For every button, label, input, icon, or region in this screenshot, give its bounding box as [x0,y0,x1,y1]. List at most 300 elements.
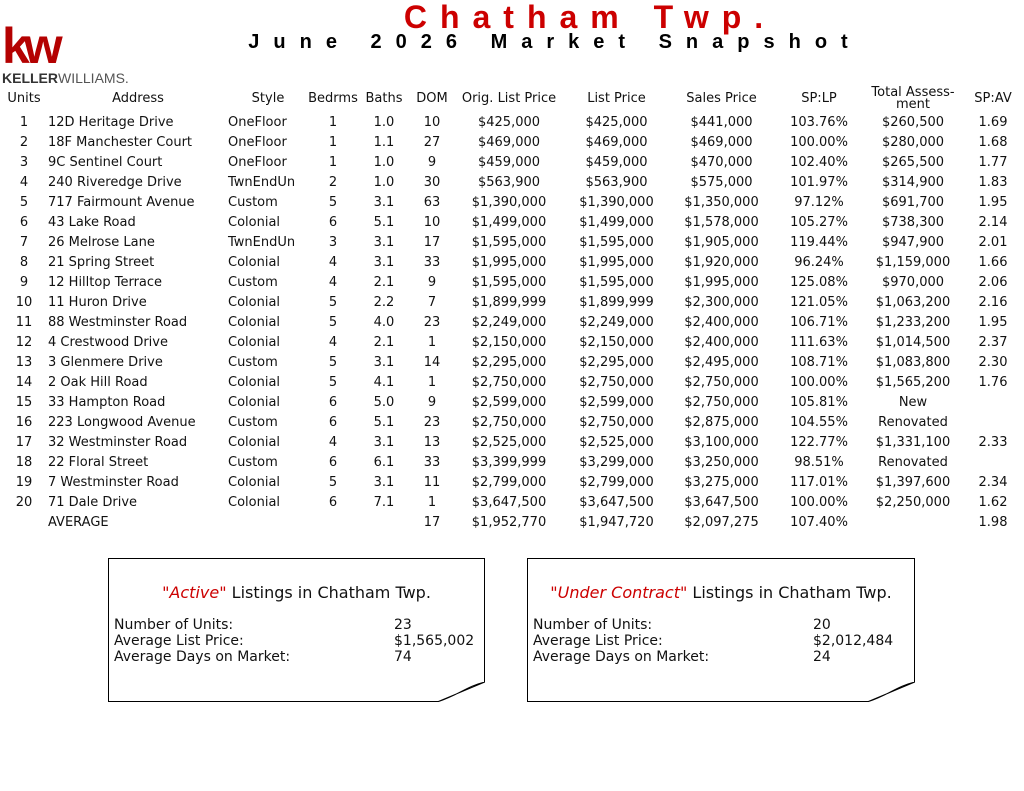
table-cell: Colonial [228,434,281,450]
table-cell: 4.0 [373,314,395,330]
table-cell: New [898,394,928,410]
table-row [0,272,1024,292]
table-cell: 1.98 [978,514,1008,530]
table-cell: OneFloor [228,114,287,130]
table-cell: 119.44% [790,234,848,250]
table-cell: 111.63% [790,334,848,350]
table-cell: 27 [423,134,441,150]
table-row [0,232,1024,252]
table-cell: 6.1 [373,454,395,470]
table-cell: 4 [328,254,338,270]
table-cell: 12 [15,334,33,350]
table-cell: $2,249,000 [471,314,547,330]
table-cell: 5 [328,354,338,370]
stat-row: Number of Units: 23 [114,617,412,633]
table-cell: $1,947,720 [579,514,654,530]
table-cell: 1.0 [373,154,395,170]
table-cell: 11 Huron Drive [48,294,147,310]
table-cell: 10 [423,214,441,230]
table-cell: 96.24% [794,254,844,270]
table-cell: $2,097,275 [684,514,759,530]
table-cell: 5 [328,374,338,390]
table-cell: 3.1 [373,354,395,370]
table-cell: $1,390,000 [579,194,654,210]
table-cell: $459,000 [585,154,648,170]
page-subtitle: June 2026 Market Snapshot [248,31,862,53]
table-cell: 17 [15,434,33,450]
table-cell: $1,499,000 [471,214,547,230]
table-cell: 14 [15,374,33,390]
table-cell: 1.66 [978,254,1008,270]
table-cell: 3.1 [373,254,395,270]
table-cell: $1,595,000 [471,274,547,290]
table-cell: 18F Manchester Court [48,134,193,150]
table-cell: 1.68 [978,134,1008,150]
table-cell: $3,275,000 [684,474,759,490]
table-cell: Colonial [228,294,281,310]
table-cell: $2,799,000 [579,474,654,490]
table-cell: 1 [427,334,437,350]
table-cell: $1,350,000 [684,194,759,210]
table-cell: $3,299,000 [579,454,654,470]
table-cell: 1.69 [978,114,1008,130]
table-cell: 2 [328,174,338,190]
table-cell: 5 [328,314,338,330]
table-cell: $425,000 [585,114,648,130]
table-row [0,372,1024,392]
table-cell: $1,397,600 [875,474,951,490]
page-curl-icon [437,682,485,702]
table-cell: 18 [15,454,33,470]
table-cell: $2,249,000 [579,314,654,330]
table-cell: $947,900 [881,234,945,250]
table-cell: 108.71% [790,354,848,370]
table-cell: 107.40% [790,514,848,530]
under-contract-heading: "Under Contract" Listings in Chatham Twp. [550,583,892,602]
table-cell: 9 [427,154,437,170]
table-cell: TwnEndUn [228,234,296,250]
table-cell: 71 Dale Drive [48,494,138,510]
table-cell: $2,525,000 [579,434,654,450]
table-row [0,432,1024,452]
table-row [0,132,1024,152]
table-cell: Colonial [228,474,281,490]
table-row [0,492,1024,512]
table-cell: 12D Heritage Drive [48,114,174,130]
table-cell: Colonial [228,374,281,390]
table-cell: 6 [328,454,338,470]
table-cell: 103.76% [790,114,848,130]
table-cell: $1,083,800 [875,354,951,370]
table-cell: Custom [228,354,278,370]
table-cell: $1,899,999 [471,294,547,310]
table-cell: OneFloor [228,134,287,150]
table-cell: $2,295,000 [579,354,654,370]
table-cell: 33 Hampton Road [48,394,166,410]
table-cell: 6 [19,214,29,230]
table-cell: $738,300 [881,214,945,230]
table-cell: $2,295,000 [471,354,547,370]
table-cell: $2,525,000 [471,434,547,450]
table-cell: 3.1 [373,234,395,250]
table-cell: 5 [328,194,338,210]
stat-row: Average Days on Market: 74 [114,649,412,665]
table-cell: Colonial [228,494,281,510]
average-row [0,512,1024,532]
table-cell [358,512,410,532]
table-cell [962,412,1024,432]
table-row [0,292,1024,312]
table-cell: 30 [423,174,441,190]
table-cell: $1,595,000 [471,234,547,250]
table-cell: 1 [427,374,437,390]
column-header: Address [112,91,164,106]
table-cell: $1,905,000 [684,234,759,250]
table-cell: 105.27% [790,214,848,230]
stat-row: Number of Units: 20 [533,617,831,633]
table-cell: 9C Sentinel Court [48,154,163,170]
table-cell: 1 [328,154,338,170]
table-cell: $1,952,770 [471,514,547,530]
stat-row: Average List Price: $2,012,484 [533,633,894,649]
table-cell: $1,233,200 [875,314,951,330]
table-cell: 122.77% [790,434,848,450]
table-cell: 9 [19,274,29,290]
table-row [0,352,1024,372]
table-cell: $2,750,000 [471,414,547,430]
table-cell: 1 [19,114,29,130]
table-cell: 1.1 [373,134,395,150]
table-cell: 11 [15,314,33,330]
table-cell: 2 [19,134,29,150]
table-cell: 2.16 [978,294,1008,310]
table-cell: Custom [228,414,278,430]
table-cell: 2.14 [978,214,1008,230]
table-cell: 100.00% [790,374,848,390]
table-cell: 2 Oak Hill Road [48,374,148,390]
table-cell: 1.95 [978,314,1008,330]
column-header: SP:LP [801,91,837,106]
table-cell: 12 Hilltop Terrace [48,274,163,290]
table-cell: 10 [423,114,441,130]
table-cell: 5.1 [373,414,395,430]
table-cell: Colonial [228,214,281,230]
table-cell: 15 [15,394,33,410]
table-cell: 3 Glenmere Drive [48,354,163,370]
table-cell: $2,599,000 [471,394,547,410]
column-header: Style [251,91,285,106]
table-cell: $1,995,000 [579,254,654,270]
table-cell: 3.1 [373,194,395,210]
table-row [0,392,1024,412]
table-cell: 33 [423,454,441,470]
table-cell: 117.01% [790,474,848,490]
table-cell: $2,750,000 [579,414,654,430]
table-cell: 6 [328,394,338,410]
table-cell: $2,599,000 [579,394,654,410]
table-cell: $1,995,000 [684,274,759,290]
table-cell: $1,578,000 [684,214,759,230]
table-cell: 240 Riveredge Drive [48,174,182,190]
column-header: DOM [416,91,448,106]
table-cell: $1,499,000 [579,214,654,230]
brokerage-name: KELLERWILLIAMS. [2,70,129,86]
table-cell: 13 [423,434,441,450]
table-cell: 3 [19,154,29,170]
table-cell: Renovated [878,414,948,430]
table-cell: OneFloor [228,154,287,170]
column-header: List Price [587,91,646,106]
table-cell: $2,250,000 [875,494,951,510]
table-cell: 32 Westminster Road [48,434,188,450]
table-cell: $3,647,500 [684,494,759,510]
table-cell: 5 [328,294,338,310]
table-cell: 13 [15,354,33,370]
column-header: Total Assess-ment [871,85,955,112]
table-cell: 97.12% [794,194,844,210]
table-cell: $260,500 [881,114,945,130]
table-cell: 7 [19,234,29,250]
table-cell: 1.62 [978,494,1008,510]
table-cell: 104.55% [790,414,848,430]
under-contract-listings-card [527,558,915,702]
table-cell: 4 Crestwood Drive [48,334,168,350]
table-cell: 100.00% [790,494,848,510]
table-cell: 17 [423,234,441,250]
table-cell: 105.81% [790,394,848,410]
table-cell: 1.0 [373,174,395,190]
table-cell: 1.95 [978,194,1008,210]
table-cell: $1,014,500 [875,334,951,350]
table-cell: 23 [423,414,441,430]
table-cell: 7 Westminster Road [48,474,179,490]
table-cell: 2.01 [978,234,1008,250]
table-cell: 21 Spring Street [48,254,155,270]
table-cell: 223 Longwood Avenue [48,414,196,430]
active-listings-card [108,558,485,702]
table-cell: 22 Floral Street [48,454,149,470]
table-cell: Colonial [228,334,281,350]
table-cell: 1.77 [978,154,1008,170]
table-cell: $469,000 [477,134,541,150]
table-cell: 19 [15,474,33,490]
table-cell: $691,700 [881,194,945,210]
table-cell: 2.33 [978,434,1008,450]
table-cell: 17 [423,514,441,530]
table-cell: $441,000 [690,114,753,130]
table-cell: Colonial [228,314,281,330]
table-cell: 6 [328,494,338,510]
active-listings-heading: "Active" Listings in Chatham Twp. [162,583,431,602]
table-cell: 43 Lake Road [48,214,136,230]
table-row [0,192,1024,212]
table-cell: $2,150,000 [471,334,547,350]
table-cell: 6 [328,214,338,230]
table-cell: Custom [228,274,278,290]
table-row [0,472,1024,492]
table-cell: $2,750,000 [579,374,654,390]
table-cell: $1,920,000 [684,254,759,270]
column-header: Bedrms [308,91,358,106]
table-cell: 2.34 [978,474,1008,490]
table-cell: 7.1 [373,494,395,510]
table-cell: 2.1 [373,274,395,290]
table-cell [864,512,962,532]
table-cell: 1 [328,114,338,130]
table-cell: 4 [328,334,338,350]
table-row [0,412,1024,432]
column-header: Units [7,91,41,106]
table-cell: $563,900 [477,174,541,190]
table-cell: $2,495,000 [684,354,759,370]
table-cell: 63 [423,194,441,210]
table-row [0,172,1024,192]
table-row [0,212,1024,232]
table-cell: 2.1 [373,334,395,350]
table-cell: 33 [423,254,441,270]
table-cell: $2,875,000 [684,414,759,430]
table-row [0,112,1024,132]
table-cell: TwnEndUn [228,174,296,190]
table-cell: 6 [328,414,338,430]
table-cell: $1,390,000 [471,194,547,210]
table-cell: 98.51% [794,454,844,470]
table-cell: 100.00% [790,134,848,150]
table-cell: 1.0 [373,114,395,130]
table-cell: $1,595,000 [579,234,654,250]
table-cell: 3 [328,234,338,250]
table-cell: $3,647,500 [579,494,654,510]
table-cell: 3.1 [373,474,395,490]
column-header: Sales Price [686,91,757,106]
table-row [0,252,1024,272]
table-cell: $2,150,000 [579,334,654,350]
sales-table [0,86,1024,532]
table-cell: $425,000 [477,114,541,130]
page-title: Chatham Twp. [403,0,777,35]
table-row [0,152,1024,172]
table-cell: 4 [328,274,338,290]
table-cell: 121.05% [790,294,848,310]
table-cell: AVERAGE [48,514,109,530]
table-cell: 5 [19,194,29,210]
table-cell: 106.71% [790,314,848,330]
table-cell [962,392,1024,412]
table-cell: $2,799,000 [471,474,547,490]
table-cell: 88 Westminster Road [48,314,188,330]
table-cell: $2,300,000 [684,294,759,310]
table-cell: $1,899,999 [579,294,654,310]
table-row [0,312,1024,332]
table-cell: 20 [15,494,33,510]
table-cell: $459,000 [477,154,541,170]
table-cell: $469,000 [690,134,753,150]
table-header-row [0,86,1024,112]
table-cell: 2.06 [978,274,1008,290]
table-cell: $470,000 [690,154,753,170]
table-cell: Renovated [878,454,948,470]
table-cell: 5.1 [373,214,395,230]
table-cell: 11 [423,474,441,490]
table-cell: $1,159,000 [875,254,951,270]
table-cell: $3,100,000 [684,434,759,450]
table-cell: $1,063,200 [875,294,951,310]
table-cell: $1,331,100 [875,434,951,450]
table-cell: 102.40% [790,154,848,170]
table-cell: 23 [423,314,441,330]
table-cell: 16 [15,414,33,430]
table-cell: 10 [15,294,33,310]
table-cell: 1.76 [978,374,1008,390]
stat-row: Average List Price: $1,565,002 [114,633,475,649]
table-cell: 2.2 [373,294,395,310]
table-cell [0,512,48,532]
table-cell: Custom [228,194,278,210]
kw-logo-mark: kw [2,18,57,74]
table-cell: 7 [427,294,437,310]
table-cell: $265,500 [881,154,945,170]
table-cell: 101.97% [790,174,848,190]
table-cell: 4 [19,174,29,190]
table-cell: Colonial [228,254,281,270]
table-cell: $2,400,000 [684,314,759,330]
table-cell [962,452,1024,472]
table-cell: $469,000 [585,134,648,150]
table-cell: 1 [427,494,437,510]
column-header: SP:AV [974,91,1012,106]
table-cell: $1,565,200 [875,374,951,390]
table-cell: $2,400,000 [684,334,759,350]
table-cell: $3,250,000 [684,454,759,470]
table-row [0,452,1024,472]
table-cell: 717 Fairmount Avenue [48,194,195,210]
table-row [0,332,1024,352]
table-cell: 5.0 [373,394,395,410]
stat-row: Average Days on Market: 24 [533,649,831,665]
table-cell: 9 [427,394,437,410]
table-cell [308,512,358,532]
page-curl-icon [867,682,915,702]
table-cell: $563,900 [585,174,648,190]
table-cell: 9 [427,274,437,290]
table-cell: $3,647,500 [471,494,547,510]
table-cell: $1,995,000 [471,254,547,270]
table-cell: $314,900 [881,174,945,190]
table-cell: Colonial [228,394,281,410]
table-cell: 4.1 [373,374,395,390]
table-cell: 14 [423,354,441,370]
table-cell: $1,595,000 [579,274,654,290]
table-cell: 3.1 [373,434,395,450]
table-cell: $2,750,000 [684,394,759,410]
table-cell: 2.37 [978,334,1008,350]
table-cell: 4 [328,434,338,450]
table-cell: 125.08% [790,274,848,290]
table-cell: 26 Melrose Lane [48,234,155,250]
table-cell: $280,000 [881,134,945,150]
table-cell: $970,000 [881,274,945,290]
table-cell [228,512,308,532]
table-cell: $575,000 [690,174,753,190]
table-cell: 5 [328,474,338,490]
table-cell: 1 [328,134,338,150]
column-header: Orig. List Price [461,91,557,106]
table-cell: $2,750,000 [684,374,759,390]
table-cell: $3,399,999 [471,454,547,470]
table-cell: Custom [228,454,278,470]
table-cell: $2,750,000 [471,374,547,390]
keller-williams-logo [2,18,152,86]
